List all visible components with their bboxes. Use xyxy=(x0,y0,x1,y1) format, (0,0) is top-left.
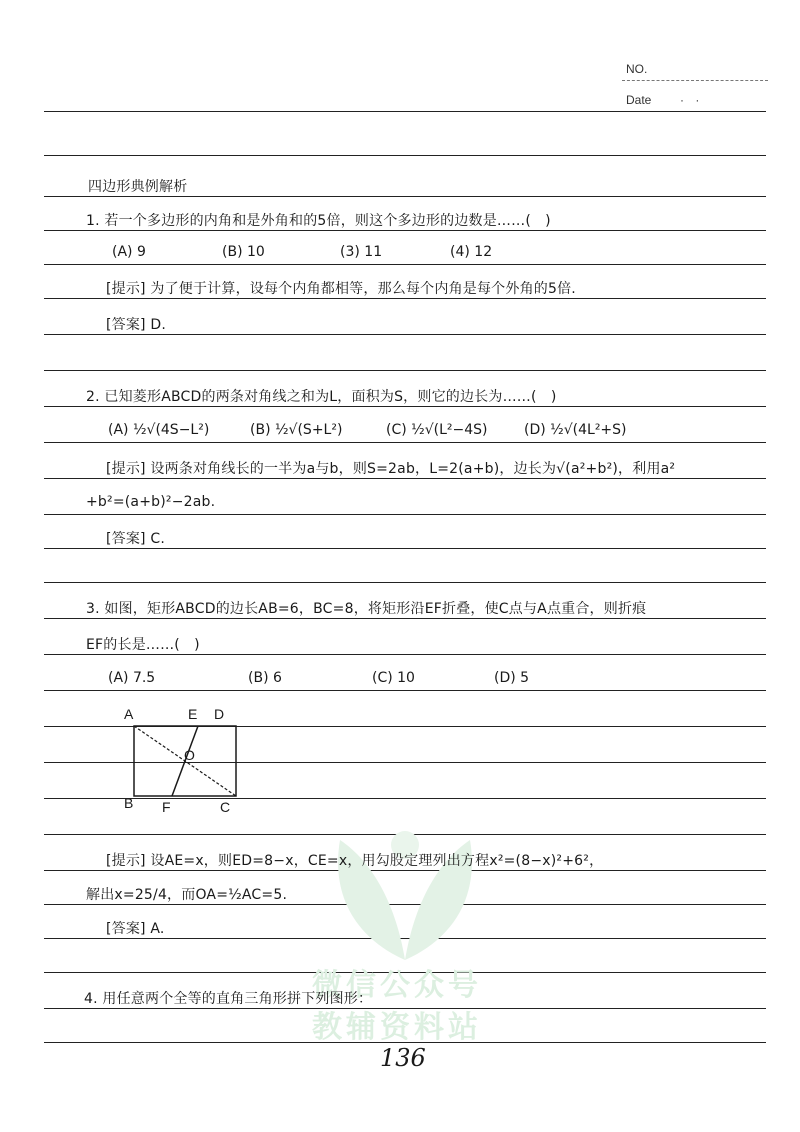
ruled-line xyxy=(44,230,766,231)
q1-option-c: (3) 11 xyxy=(340,244,383,260)
ruled-line xyxy=(44,478,766,479)
q3-hint-line1: [提示] 设AE=x，则ED=8−x，CE=x，用勾股定理列出方程x²=(8−x)²+6²， xyxy=(106,853,604,869)
page-title: 四边形典例解析 xyxy=(88,179,188,195)
watermark-line2: 教辅资料站 xyxy=(312,1010,482,1045)
date-label: Date xyxy=(626,93,652,107)
q1-stem: 1. 若一个多边形的内角和是外角和的5倍，则这个多边形的边数是……( ) xyxy=(86,213,551,229)
no-label: NO. xyxy=(626,62,648,76)
ruled-line xyxy=(44,442,766,443)
ruled-line xyxy=(44,514,766,515)
label-o: O xyxy=(184,747,195,763)
q3-option-d: (D) 5 xyxy=(494,670,530,686)
q2-option-a: (A) ½√(4S−L²) xyxy=(108,422,210,438)
ruled-line xyxy=(44,196,766,197)
q2-hint-line1: [提示] 设两条对角线长的一半为a与b，则S=2ab，L=2(a+b)，边长为√(a²+b²)，利用a² xyxy=(106,461,676,477)
ruled-line xyxy=(44,582,766,583)
q3-answer: [答案] A. xyxy=(106,921,165,937)
q2-answer: [答案] C. xyxy=(106,531,165,547)
ruled-line xyxy=(44,298,766,299)
page-number: 136 xyxy=(380,1044,426,1072)
q1-option-a: (A) 9 xyxy=(112,244,146,260)
q3-option-a: (A) 7.5 xyxy=(108,670,156,686)
q1-hint: [提示] 为了便于计算，设每个内角都相等，那么每个内角是每个外角的5倍. xyxy=(106,281,576,297)
watermark-line1: 微信公众号 xyxy=(312,968,482,1003)
q2-stem: 2. 已知菱形ABCD的两条对角线之和为L，面积为S，则它的边长为……( ) xyxy=(86,389,557,405)
q2-option-d: (D) ½√(4L²+S) xyxy=(524,422,627,438)
q3-option-c: (C) 10 xyxy=(372,670,415,686)
q1-answer: [答案] D. xyxy=(106,317,167,333)
q2-option-b: (B) ½√(S+L²) xyxy=(250,422,343,438)
q1-option-b: (B) 10 xyxy=(222,244,265,260)
label-c: C xyxy=(220,799,231,815)
label-f: F xyxy=(162,799,171,815)
label-e: E xyxy=(188,706,198,722)
label-a: A xyxy=(124,706,134,722)
q2-option-c: (C) ½√(L²−4S) xyxy=(386,422,488,438)
ruled-line xyxy=(44,334,766,335)
ruled-line xyxy=(44,111,766,112)
q3-stem-line1: 3. 如图，矩形ABCD的边长AB=6，BC=8，将矩形沿EF折叠，使C点与A点重合，则折痕 xyxy=(86,601,647,617)
ruled-line xyxy=(44,155,766,156)
q3-hint-line2: 解出x=25/4，而OA=½AC=5. xyxy=(86,887,288,903)
q2-hint-line2: +b²=(a+b)²−2ab. xyxy=(86,494,216,510)
ruled-line xyxy=(44,406,766,407)
q3-option-b: (B) 6 xyxy=(248,670,282,686)
q4-stem: 4. 用任意两个全等的直角三角形拼下列图形： xyxy=(84,991,373,1007)
leaf-logo-icon xyxy=(300,810,510,970)
no-dashed-line xyxy=(622,80,768,81)
label-d: D xyxy=(214,706,225,722)
q3-rectangle-figure xyxy=(110,700,270,820)
date-separators: · · xyxy=(680,93,704,107)
ruled-line xyxy=(44,264,766,265)
q3-stem-line2: EF的长是……( ) xyxy=(86,637,200,653)
ruled-line xyxy=(44,370,766,371)
label-b: B xyxy=(124,795,134,811)
ruled-line xyxy=(44,618,766,619)
ruled-line xyxy=(44,690,766,691)
ruled-line xyxy=(44,654,766,655)
ruled-line xyxy=(44,548,766,549)
q1-option-d: (4) 12 xyxy=(450,244,493,260)
